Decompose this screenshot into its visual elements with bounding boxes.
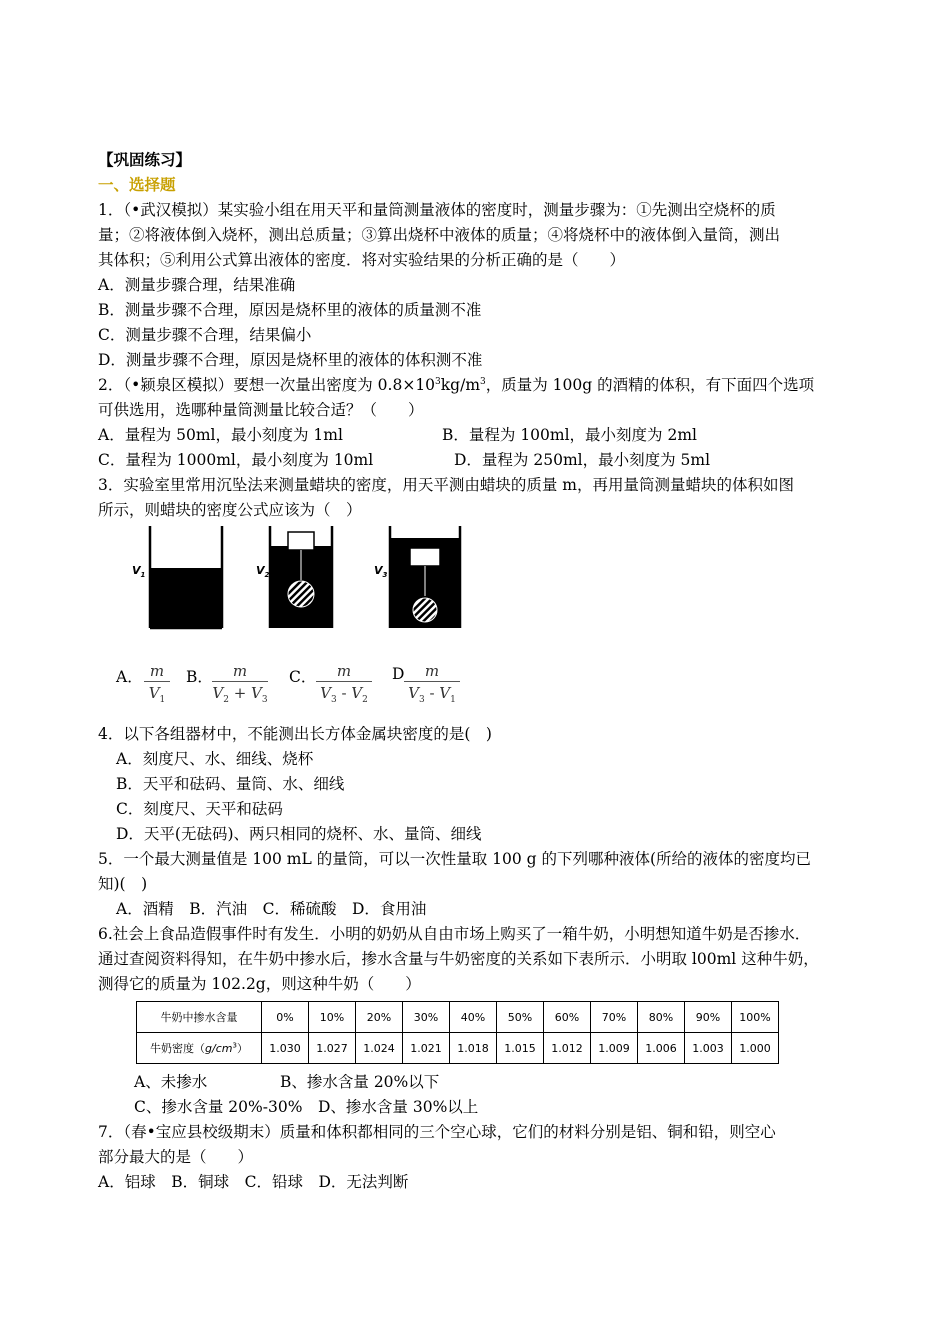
sinker-ball (413, 598, 437, 622)
table-header-water: 牛奶中掺水含量 (137, 1002, 262, 1033)
q1-option-a: A．测量步骤合理，结果准确 (98, 276, 296, 294)
q6-option-a: A、未掺水 (134, 1073, 208, 1091)
q1-line-1: 1．（•武汉模拟）某实验小组在用天平和量筒测量液体的密度时，测量步骤为：①先测出空烧杯的质 (98, 201, 776, 219)
beaker-v1 (150, 526, 222, 628)
cylinders-diagram (130, 524, 470, 634)
q3-formula-d: m $V_3 - V_1$ (404, 661, 460, 704)
table-cell: 1.000 (732, 1033, 779, 1064)
section-title: 一、选择题 (98, 175, 176, 194)
table-cell: 60% (544, 1002, 591, 1033)
table-row (137, 1002, 779, 1033)
table-cell: 90% (685, 1002, 732, 1033)
table-cell: 80% (638, 1002, 685, 1033)
q2-option-d: D．量程为 250ml，最小刻度为 5ml (454, 451, 711, 469)
table-header-density: 牛奶密度$(g/cm^3)$ (137, 1033, 262, 1064)
q2-line-1: 2．（•颍泉区模拟）要想一次量出密度为 $0.8\times 10^3kg/m^3$，质量为 100g 的酒精的体积，有下面四个选项 (98, 376, 815, 394)
q1-line-3: 其体积；⑤利用公式算出液体的密度．将对实验结果的分析正确的是（ ） (98, 251, 626, 269)
q3-formula-c: m $V_3 - V_2$ (316, 661, 372, 704)
q3-formula-a: m $V_1$ (144, 661, 170, 704)
label-v3: $V_3$ (374, 564, 388, 580)
q1-line-2: 量；②将液体倒入烧杯，测出总质量；③算出烧杯中液体的质量；④将烧杯中的液体倒入量筒，测出 (98, 226, 781, 244)
table-cell: 50% (497, 1002, 544, 1033)
wax-block (410, 548, 440, 566)
q3-line-1: 3．实验室里常用沉坠法来测量蜡块的密度，用天平测由蜡块的质量 m，再用量筒测量蜡块的体积如图 (98, 476, 794, 494)
table-cell: 1.012 (544, 1033, 591, 1064)
table-cell: 70% (591, 1002, 638, 1033)
q4-line-1: 4．以下各组器材中，不能测出长方体金属块密度的是( ) (98, 725, 492, 743)
table-cell: 1.024 (356, 1033, 403, 1064)
exercise-heading: 【巩固练习】 (98, 150, 192, 169)
q5-line-1: 5．一个最大测量值是 100 mL 的量筒，可以一次性量取 100 g 的下列哪种液体(所给的液体的密度均已 (98, 850, 812, 868)
q3-option-a-label: A． (116, 668, 143, 686)
table-cell: 40% (450, 1002, 497, 1033)
label-v1: $V_1$ (132, 564, 146, 580)
q3-option-c-label: C． (289, 668, 317, 686)
q2-option-c: C．量程为 1000ml，最小刻度为 10ml (98, 451, 374, 469)
q1-option-d: D．测量步骤不合理，原因是烧杯里的液体的体积测不准 (98, 351, 483, 369)
wax-block (288, 532, 314, 550)
q6-line-3: 测得它的质量为 102.2g，则这种牛奶（ ） (98, 975, 421, 993)
q3-option-d-label: D (392, 665, 405, 683)
q3-formula-b: m $V_2 + V_3$ (212, 662, 268, 705)
beaker-v3 (390, 526, 460, 628)
graduated-cylinder-figure (130, 524, 470, 634)
q4-option-d: D．天平(无砝码)、两只相同的烧杯、水、量筒、细线 (116, 825, 482, 843)
q3-option-b-label: B． (186, 668, 213, 686)
table-cell: 1.030 (262, 1033, 309, 1064)
q6-option-b: B、掺水含量 20%以下 (280, 1073, 440, 1091)
q6-line-2: 通过查阅资料得知，在牛奶中掺水后，掺水含量与牛奶密度的关系如下表所示．小明取 l00ml 这种牛奶， (98, 950, 819, 968)
q6-option-c: C、掺水含量 20%-30% (134, 1098, 303, 1116)
q7-line-2: 部分最大的是（ ） (98, 1148, 254, 1166)
q6-line-1: 6.社会上食品造假事件时有发生．小明的奶奶从自由市场上购买了一箱牛奶，小明想知道牛奶是否掺水． (98, 925, 811, 943)
table-cell: 10% (309, 1002, 356, 1033)
q6-option-d: D、掺水含量 30%以上 (318, 1098, 479, 1116)
q4-option-c: C．刻度尺、天平和砝码 (116, 800, 283, 818)
label-v2: $V_2$ (256, 564, 270, 580)
table-cell: 1.006 (638, 1033, 685, 1064)
q3-line-2: 所示，则蜡块的密度公式应该为（ ） (98, 501, 362, 519)
table-cell: 1.027 (309, 1033, 356, 1064)
table-cell: 0% (262, 1002, 309, 1033)
milk-density-table (136, 1001, 779, 1064)
q2-line-2: 可供选用，选哪种量筒测量比较合适？（ ） (98, 401, 424, 419)
table-cell: 1.018 (450, 1033, 497, 1064)
q1-option-b: B．测量步骤不合理，原因是烧杯里的液体的质量测不准 (98, 301, 482, 319)
beaker-v2 (270, 526, 332, 628)
q2-option-a: A．量程为 50ml，最小刻度为 1ml (98, 426, 343, 444)
q5-line-2: 知)( ) (98, 875, 148, 893)
q5-options: A．酒精 B．汽油 C．稀硫酸 D．食用油 (116, 900, 427, 918)
table-cell: 100% (732, 1002, 779, 1033)
table-cell: 1.021 (403, 1033, 450, 1064)
sinker-ball (288, 581, 314, 607)
q7-options: A．铝球 B．铜球 C．铅球 D．无法判断 (98, 1173, 409, 1191)
q7-line-1: 7．（春•宝应县校级期末）质量和体积都相同的三个空心球，它们的材料分别是铝、铜和铅，则空心 (98, 1123, 776, 1141)
table-row (137, 1033, 779, 1064)
q4-option-a: A．刻度尺、水、细线、烧杯 (116, 750, 314, 768)
table-cell: 1.009 (591, 1033, 638, 1064)
table-cell: 1.003 (685, 1033, 732, 1064)
table-cell: 20% (356, 1002, 403, 1033)
table-cell: 30% (403, 1002, 450, 1033)
q1-option-c: C．测量步骤不合理，结果偏小 (98, 326, 312, 344)
table-cell: 1.015 (497, 1033, 544, 1064)
q4-option-b: B．天平和砝码、量筒、水、细线 (116, 775, 345, 793)
q2-option-b: B．量程为 100ml，最小刻度为 2ml (442, 426, 698, 444)
